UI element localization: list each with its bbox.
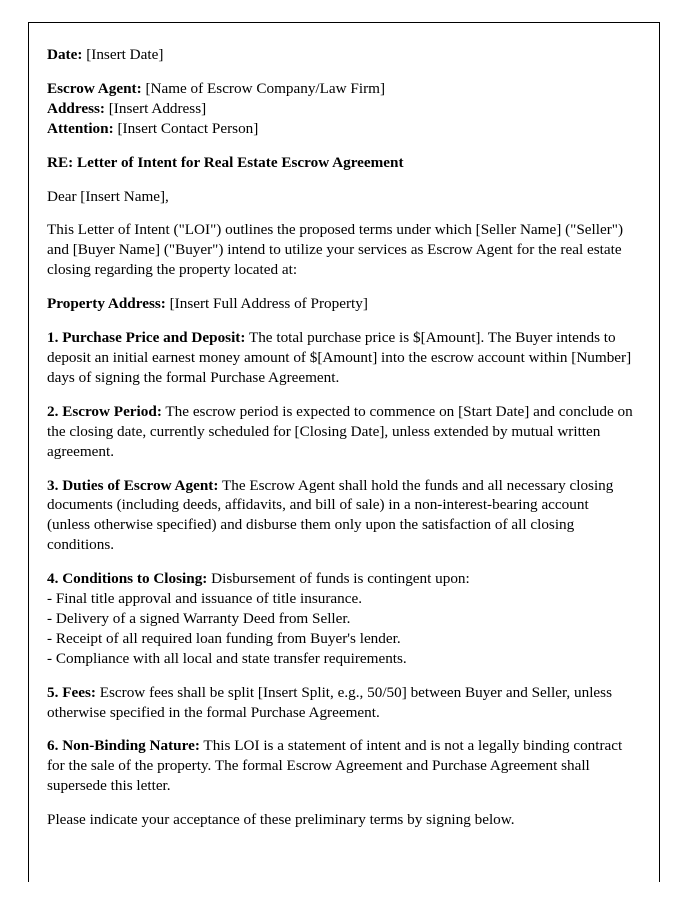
attention-label: Attention:: [47, 119, 114, 137]
section-5-body: Escrow fees shall be split [Insert Split, e.g., 50/50] between Buyer and Seller, unless otherwise specified in the formal Purchase Agreement.: [47, 683, 612, 721]
address-value: [Insert Address]: [108, 99, 207, 117]
address-label: Address:: [47, 99, 105, 117]
property-address-line: [47, 294, 635, 314]
section-4-bullet-1: - Final title approval and issuance of title insurance.: [47, 590, 363, 608]
subject-line: RE: Letter of Intent for Real Estate Escrow Agreement: [47, 153, 404, 171]
section-6: [47, 736, 635, 796]
recipient-block: [47, 79, 635, 139]
section-3: [47, 476, 635, 556]
section-4-intro: [47, 569, 635, 589]
escrow-agent-value: [Name of Escrow Company/Law Firm]: [145, 79, 386, 97]
section-2-body: The escrow period is expected to commence on [Start Date] and conclude on the closing date, currently scheduled for [Closing Date], unless extended by mutual written agreement.: [47, 402, 633, 460]
date-value: [Insert Date]: [86, 46, 164, 63]
section-4-bullet-2: - Delivery of a signed Warranty Deed from Seller.: [47, 609, 351, 627]
section-3-heading: 3. Duties of Escrow Agent:: [47, 476, 219, 494]
section-4-heading: 4. Conditions to Closing:: [47, 570, 208, 588]
escrow-agent-line: [47, 79, 635, 99]
section-5: [47, 683, 635, 723]
section-1: [47, 328, 635, 388]
salutation: Dear [Insert Name],: [47, 187, 169, 205]
section-2-heading: 2. Escrow Period:: [47, 402, 162, 420]
section-4-body: Disbursement of funds is contingent upon:: [211, 570, 470, 588]
section-1-heading: 1. Purchase Price and Deposit:: [47, 329, 246, 347]
section-4-bullet-3: - Receipt of all required loan funding from Buyer's lender.: [47, 629, 401, 647]
property-address-label: Property Address:: [47, 295, 166, 313]
section-4-bullet-4: - Compliance with all local and state transfer requirements.: [47, 649, 407, 667]
section-6-heading: 6. Non-Binding Nature:: [47, 737, 200, 755]
document-content: [47, 45, 635, 844]
address-line: [47, 99, 635, 119]
escrow-agent-label: Escrow Agent:: [47, 79, 142, 97]
closing-paragraph: Please indicate your acceptance of these preliminary terms by signing below.: [47, 811, 515, 829]
section-3-body: The Escrow Agent shall hold the funds and all necessary closing documents (including deeds, affidavits, and bill of sale) in a non-interest-bearing account (unless otherwise specified) and disburse them only upon the satisfaction of all closing conditions.: [47, 476, 614, 554]
date-label: Date:: [47, 46, 83, 63]
intro-paragraph: This Letter of Intent ("LOI") outlines the proposed terms under which [Seller Name] ("Seller") and [Buyer Name] ("Buyer") intend to utilize your services as Escrow Agent for the real estate closing regarding the property located at:: [47, 221, 624, 279]
section-4: [47, 569, 635, 669]
section-1-body: The total purchase price is $[Amount]. The Buyer intends to deposit an initial earnest money amount of $[Amount] into the escrow account within [Number] days of signing the formal Purchase Agreement.: [47, 329, 632, 386]
section-5-heading: 5. Fees:: [47, 683, 96, 701]
section-6-body: This LOI is a statement of intent and is not a legally binding contract for the sale of the property. The formal Escrow Agreement and Purchase Agreement shall supersede this letter.: [47, 737, 623, 795]
date-line: [47, 45, 635, 65]
property-address-value: [Insert Full Address of Property]: [169, 295, 368, 313]
section-2: [47, 402, 635, 462]
attention-line: [47, 119, 635, 139]
attention-value: [Insert Contact Person]: [117, 119, 259, 137]
